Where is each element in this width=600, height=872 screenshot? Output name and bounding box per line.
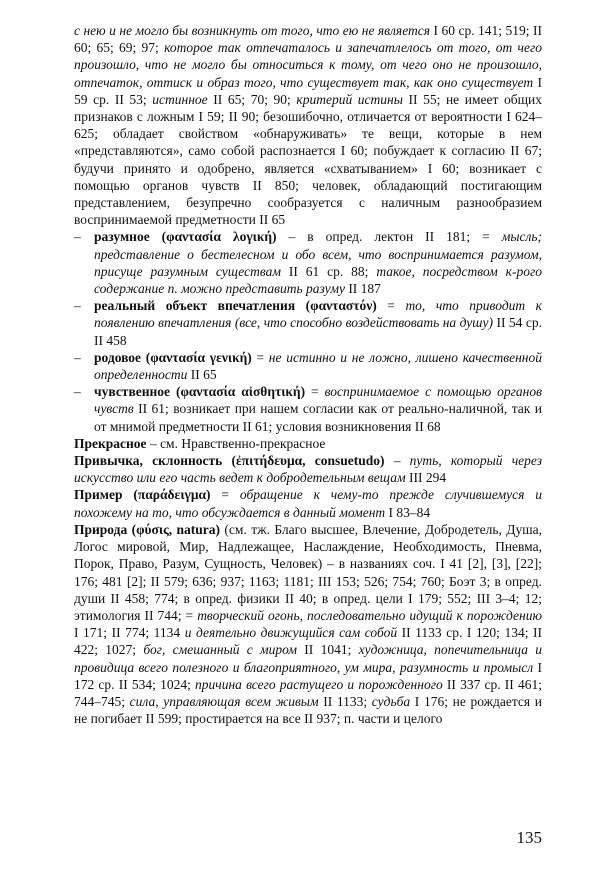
reference-text: – см. Нравственно-прекрасное xyxy=(146,435,326,451)
quoted-definition: воспринимаемое с помощью органов чувств xyxy=(94,384,542,417)
reference-text: II 65; 70; 90; xyxy=(207,91,297,107)
entry-headword: Прекрасное xyxy=(74,435,147,451)
quoted-definition: не истинно и не ложно, лишено качественной определенности xyxy=(94,349,542,383)
quoted-definition: обращение к чему-то прежде случившемуся и похожему на то, что обсуждается в данный момент xyxy=(74,487,542,520)
subentry-dash: – xyxy=(74,229,81,245)
index-entry xyxy=(74,452,542,486)
reference-text: I 171; II 774; 1134 xyxy=(74,625,185,641)
reference-text: (см. тж. Благо высшее, Влечение, Добродетель, Душа, Логос мировой, Мир, Надлежащее, Наслаждение, Необходимость, Пневма, Порок, Право, Разум, Сущность, Человек) – в названиях соч. I 41 [2], [3], [22]; 176; 481 [2]; II 579; 636; 937; 1163; 1181; III 153; 526; 754; 760; Боэт 3; в опред. души II 458; 774; в опред. физики II 40; в опред. цели I 179; 552; III 3–4; 12; этимология II 744; = xyxy=(74,521,542,623)
quoted-definition: судьба xyxy=(371,693,411,709)
reference-text: II 55; не имеет общих признаков с ложным I 59; II 90; безошибочно, отличается от вероятности I 624–625; обладает свойством «обнаруживать» те вещи, которые в нем «представляются», само собой распознается I 60; побуждает к согласию II 67; будучи принято и одобрено, является «схватыванием» I 60; возникает с помощью органов чувств II 850; человек, обладающий постигающим представлением, безупречно сообразуется с наличным разнообразием воспринимаемой предметности II 65 xyxy=(74,91,543,228)
reference-text: II 61 ср. 88; xyxy=(280,263,377,279)
reference-text: I 59 ср. II 53; xyxy=(74,74,542,107)
reference-text: = xyxy=(376,298,406,314)
index-subentry xyxy=(74,297,542,349)
quoted-definition: которое так отпечаталось и запечатлелось от того, от чего произошло, что не могло бы относиться к тому, от чего оно не произошло, отпечаток, оттиск и образ того, что существует так, как оно существует xyxy=(74,40,542,90)
subentry-dash: – xyxy=(74,384,81,400)
reference-text: – xyxy=(384,453,410,469)
entry-headword: родовое (φαντασία γενική) xyxy=(94,349,252,365)
quoted-definition: критерий истины xyxy=(296,91,403,107)
reference-text: = xyxy=(251,349,269,365)
index-entry xyxy=(74,486,542,520)
quoted-definition: путь, который через искусство или его часть ведет к добродетельным вещам xyxy=(74,453,543,486)
index-entry xyxy=(74,521,542,727)
quoted-definition: с нею и не могло бы возникнуть от того, что ею не является xyxy=(74,23,431,38)
quoted-definition: то, что приводит к появлению впечатления (все, что способно воздействовать на душу) xyxy=(94,298,542,331)
reference-text: II 1133; xyxy=(318,693,372,709)
index-subentry xyxy=(74,383,542,435)
quoted-definition: бог, смешанный с миром xyxy=(143,642,298,658)
quoted-definition: творческий огонь, последовательно идущий к порождению xyxy=(197,607,543,623)
reference-text: II 54 ср. II 458 xyxy=(94,315,543,348)
reference-text: I 176; не рождается и не погибает II 599; простирается на все II 937; п. части и целого xyxy=(74,693,542,727)
entry-headword: Привычка, склонность (ἐπιτήδευμα, consuetudo) xyxy=(74,453,385,469)
quoted-definition: художница, попечительница и провидица всего полезного и благоприятного, ум мира, разумность и промысл xyxy=(74,642,542,675)
entry-headword: разумное (φαντασία λογική) xyxy=(94,229,277,245)
quoted-definition: мысль; представление о бестелесном и обо всем, что воспринимается разумом, присуще разумным существам xyxy=(94,229,542,279)
quoted-definition: такое, посредством к-рого содержание п. можно представить разуму xyxy=(94,263,543,297)
quoted-definition: сила, управляющая всем живым xyxy=(129,693,319,709)
reference-text: II 187 xyxy=(344,281,381,297)
entry-headword: Природа (φύσις, natura) xyxy=(74,521,221,537)
reference-text: – в опред. лектон II 181; = xyxy=(276,229,502,245)
reference-text: I 83–84 xyxy=(385,504,431,520)
index-subentry xyxy=(74,228,542,297)
subentry-dash: – xyxy=(74,298,81,314)
entry-headword: Пример (παράδειγμα) xyxy=(74,487,211,503)
reference-text: II 337 ср. II 461; 744–745; xyxy=(74,676,542,709)
quoted-definition: истинное xyxy=(152,91,208,107)
reference-text: II 1133 ср. I 120; 134; II 422; 1027; xyxy=(74,625,542,658)
entry-headword: реальный объект впечатления (φανταστόν) xyxy=(94,298,377,314)
subentry-dash: – xyxy=(74,349,81,365)
page-number: 135 xyxy=(516,828,542,847)
reference-text: = xyxy=(210,487,240,503)
index-entry xyxy=(74,435,542,452)
reference-text: II 65 xyxy=(187,367,217,383)
entry-headword: чувственное (φαντασία αἰσθητική) xyxy=(94,384,306,400)
reference-text: = xyxy=(305,384,325,400)
quoted-definition: причина всего растущего и порожденного xyxy=(195,676,443,692)
index-text-column xyxy=(74,22,542,727)
reference-text: I 172 ср. II 534; 1024; xyxy=(74,659,542,692)
quoted-definition: и деятельно движущийся сам собой xyxy=(184,625,398,641)
reference-text: I 60 ср. 141; 519; II 60; 65; 69; 97; xyxy=(74,23,542,56)
reference-text: II 1041; xyxy=(297,642,359,658)
index-subentry xyxy=(74,349,542,383)
index-entry-continuation xyxy=(74,22,542,228)
reference-text: III 294 xyxy=(405,470,447,486)
reference-text: II 61; возникает при нашем согласии как от реально-наличной, так и от мнимой предметности II 61; условия возникновения II 68 xyxy=(94,401,542,434)
